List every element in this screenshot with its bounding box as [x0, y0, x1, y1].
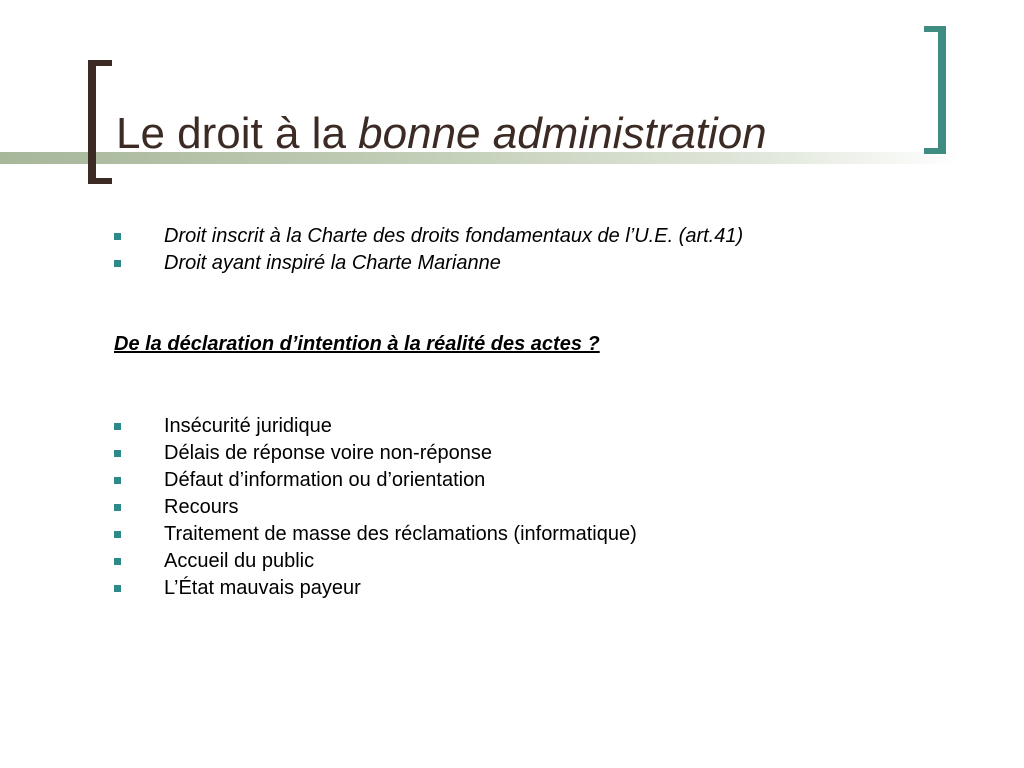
right-bracket-decoration	[924, 26, 946, 154]
slide-title-italic: bonne administration	[358, 109, 767, 158]
list-item-text: Traitement de masse des réclamations (informatique)	[164, 523, 637, 545]
list-item	[114, 494, 637, 521]
square-bullet-icon	[114, 450, 121, 457]
square-bullet-icon	[114, 558, 121, 565]
slide-title	[116, 104, 767, 164]
list-item-text: Défaut d’information ou d’orientation	[164, 469, 486, 491]
left-bracket-decoration	[88, 60, 112, 184]
list-item	[114, 548, 637, 575]
intro-bullet-list	[114, 223, 743, 277]
list-item-text: Accueil du public	[164, 550, 315, 572]
list-item	[114, 250, 743, 277]
list-item	[114, 521, 637, 548]
list-item	[114, 467, 637, 494]
issue-bullet-list	[114, 413, 637, 602]
list-item	[114, 413, 637, 440]
list-item-text: Recours	[164, 496, 239, 518]
list-item-text: L’État mauvais payeur	[164, 577, 361, 599]
list-item-text: Délais de réponse voire non-réponse	[164, 442, 492, 464]
square-bullet-icon	[114, 477, 121, 484]
square-bullet-icon	[114, 531, 121, 538]
subheading: De la déclaration d’intention à la réalité des actes ?	[114, 333, 600, 355]
square-bullet-icon	[114, 233, 121, 240]
list-item	[114, 440, 637, 467]
slide-title-regular: Le droit à la	[116, 109, 359, 158]
list-item-text: Insécurité juridique	[164, 415, 332, 437]
list-item	[114, 223, 743, 250]
square-bullet-icon	[114, 260, 121, 267]
square-bullet-icon	[114, 423, 121, 430]
list-item-text: Droit ayant inspiré la Charte Marianne	[164, 252, 501, 274]
square-bullet-icon	[114, 504, 121, 511]
list-item-text: Droit inscrit à la Charte des droits fondamentaux de l’U.E. (art.41)	[164, 225, 744, 247]
square-bullet-icon	[114, 585, 121, 592]
list-item	[114, 575, 637, 602]
